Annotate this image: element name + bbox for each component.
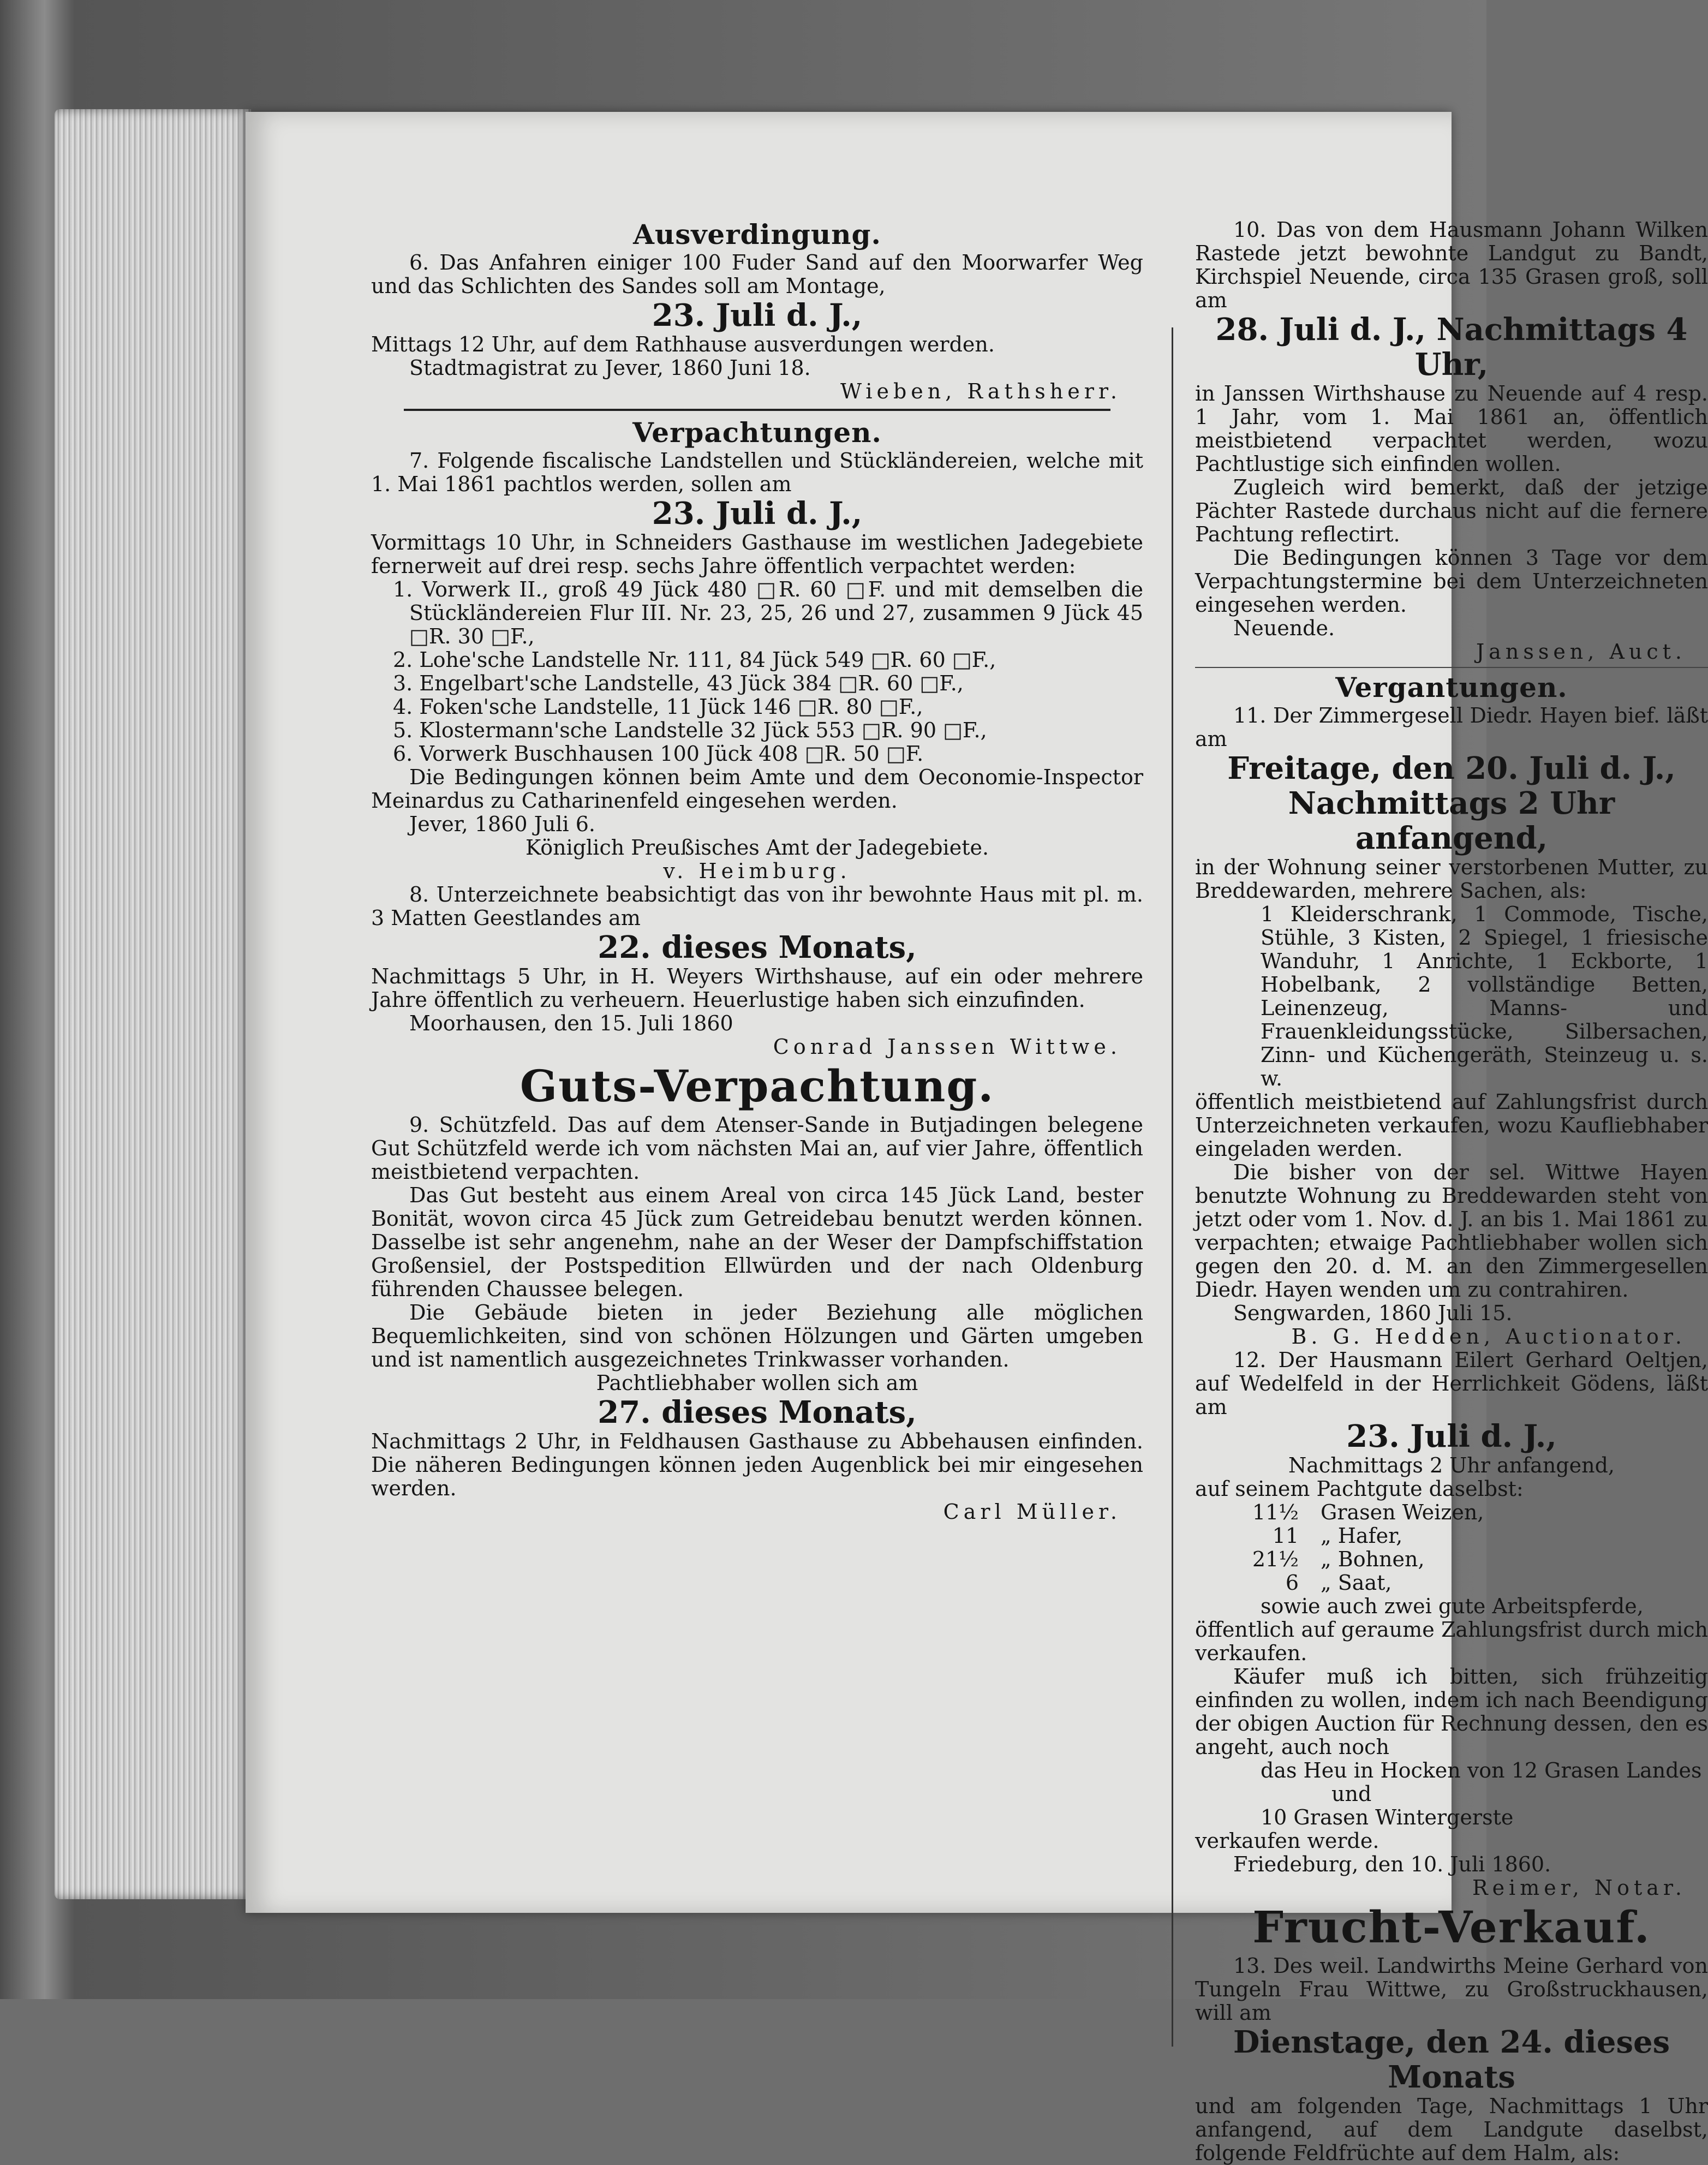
section-rule [404, 409, 1110, 411]
notice-10-signature: Janssen, Auct. [1476, 640, 1686, 664]
notice-10-date: 28. Juli d. J., Nachmittags 4 Uhr, [1215, 312, 1688, 383]
notice-12-text10: verkaufen werde. [1195, 1829, 1379, 1853]
notice-11-place: Sengwarden, 1860 Juli 15. [1233, 1301, 1513, 1325]
notice-7-text: 7. Folgende fiscalische Landstellen und Stückländereien, welche mit 1. Mai 1861 pachtlos werden, sollen am [371, 449, 1143, 496]
notice-8-text2: Nachmittags 5 Uhr, in H. Weyers Wirthshause, auf ein oder mehrere Jahre öffentlich zu verheuern. Heuerlustige haben sich einzufinden. [371, 964, 1143, 1012]
notice-12-text2: Nachmittags 2 Uhr anfangend, [1288, 1453, 1615, 1477]
notice-6-signature: Wieben, Rathsherr. [840, 379, 1121, 403]
notice-7-item: 1. Vorwerk II., groß 49 Jück 480 □R. 60 □F. und mit demselben die Stückländereien Flur III. Nr. 23, 25, 26 und 27, zusammen 9 Jück 45 □R. 30 □F., [393, 577, 1143, 648]
notice-7-item: 5. Klostermann'sche Landstelle 32 Jück 553 □R. 90 □F., [393, 718, 987, 742]
notice-9-text: 9. Schützfeld. Das auf dem Atenser-Sande in Butjadingen belegene Gut Schützfeld werde ich vom nächsten Mai an, auf vier Jahre, öffentlich meistbietend verpachten. [371, 1113, 1143, 1184]
notice-9-text2: Das Gut besteht aus einem Areal von circa 145 Jück Land, bester Bonität, wovon circa 45 Jück zum Getreidebau benutzt werden können. Dasselbe ist sehr angenehm, nahe an der Weser der Dampfschiffstation Großensiel, der Postspedition Ellwürden und der nach Oldenburg führenden Chaussee belegen. [371, 1183, 1143, 1301]
notice-8-place: Moorhausen, den 15. Juli 1860 [409, 1011, 733, 1035]
goods-qty: 11 [1272, 1524, 1299, 1548]
goods-item: „ Bohnen, [1321, 1547, 1425, 1571]
notice-10-text3: Zugleich wird bemerkt, daß der jetzige Pächter Rastede durchaus nicht auf die fernere Pachtung reflectirt. [1195, 475, 1708, 546]
page-edges [55, 109, 251, 1899]
notice-12-text: 12. Der Hausmann Eilert Gerhard Oeltjen, auf Wedelfeld in der Herrlichkeit Gödens, läßt am [1195, 1348, 1708, 1419]
notice-12-text6: Käufer muß ich bitten, sich frühzeitig einfinden zu wollen, indem ich nach Beendigung der obigen Auction für Rechnung dessen, den es angeht, auch noch [1195, 1665, 1708, 1759]
goods-item: „ Saat, [1321, 1571, 1392, 1595]
notice-7-signature: v. Heimburg. [663, 859, 851, 883]
goods-list [1195, 1501, 1708, 1595]
notice-9-text3: Die Gebäude bieten in jeder Beziehung alle möglichen Bequemlichkeiten, sind von schönen Hölzungen und Gärten umgeben und ist namentlich ausgezeichnetes Trinkwasser vorhanden. [371, 1301, 1143, 1371]
notice-7-text2: Vormittags 10 Uhr, in Schneiders Gasthause im westlichen Jadegebiete fernerweit auf drei resp. sechs Jahre öffentlich verpachtet werden: [371, 530, 1143, 578]
goods-item: Grasen Weizen, [1321, 1500, 1484, 1524]
notice-12-text3: auf seinem Pachtgute daselbst: [1195, 1477, 1524, 1501]
notice-12-date: 23. Juli d. J., [1346, 1418, 1557, 1454]
goods-row [1233, 1524, 1708, 1548]
notice-6-date: 23. Juli d. J., [652, 297, 863, 333]
notice-7-office: Königlich Preußisches Amt der Jadegebiete. [525, 836, 989, 860]
notice-11-text4: Die bisher von der sel. Wittwe Hayen benutzte Wohnung zu Breddewarden steht von jetzt oder vom 1. Nov. d. J. an bis 1. Mai 1861 zu verpachten; etwaige Pachtliebhaber wollen sich gegen den 20. d. M. an den Zimmergesellen Diedr. Hayen wenden um zu contrahiren. [1195, 1160, 1708, 1302]
notice-12-text8: und [1331, 1782, 1372, 1806]
notice-11-text2: in der Wohnung seiner verstorbenen Mutter, zu Breddewarden, mehrere Sachen, als: [1195, 855, 1708, 903]
section-rule [1195, 667, 1708, 668]
notice-10-text: 10. Das von dem Hausmann Johann Wilken Rastede jetzt bewohnte Landgut zu Bandt, Kirchspiel Neuende, circa 135 Grasen groß, soll am [1195, 218, 1708, 312]
notice-11-date1: Freitage, den 20. Juli d. J., [1227, 750, 1676, 786]
heading-vergantungen: Vergantungen. [1335, 671, 1568, 703]
notice-9-signature: Carl Müller. [943, 1500, 1121, 1524]
notice-13-date: Dienstage, den 24. dieses Monats [1233, 2024, 1670, 2095]
goods-row [1233, 1548, 1708, 1571]
notice-12-text9: 10 Grasen Wintergerste [1261, 1805, 1514, 1829]
notice-11-text: 11. Der Zimmergesell Diedr. Hayen bief. läßt am [1195, 703, 1708, 751]
notice-6-text: 6. Das Anfahren einiger 100 Fuder Sand auf den Moorwarfer Weg und das Schlichten des Sandes soll am Montage, [371, 251, 1143, 298]
notice-7-item: 6. Vorwerk Buschhausen 100 Jück 408 □R. 50 □F. [393, 742, 924, 766]
notice-7-text3: Die Bedingungen können beim Amte und dem Oeconomie-Inspector Meinardus zu Catharinenfeld eingesehen werden. [371, 765, 1143, 813]
notice-7-date: 23. Juli d. J., [652, 496, 863, 532]
heading-verpachtungen: Verpachtungen. [632, 416, 882, 449]
heading-frucht-verkauf: Frucht-Verkauf. [1252, 1901, 1651, 1953]
notice-11-date2: Nachmittags 2 Uhr anfangend, [1288, 785, 1615, 856]
notice-8-date: 22. dieses Monats, [598, 929, 917, 965]
left-column [371, 218, 1143, 1524]
notice-9-text5: Nachmittags 2 Uhr, in Feldhausen Gasthause zu Abbehausen einfinden. Die näheren Bedingungen können jeden Augenblick bei mir eingesehen werden. [371, 1429, 1143, 1500]
notice-12-signature: Reimer, Notar. [1472, 1876, 1686, 1900]
column-divider [1172, 327, 1173, 2047]
notice-12-text5: öffentlich auf geraume Zahlungsfrist durch mich verkaufen. [1195, 1618, 1708, 1665]
notice-8-text: 8. Unterzeichnete beabsichtigt das von ihr bewohnte Haus mit pl. m. 3 Matten Geestlandes am [371, 882, 1143, 930]
notice-6-place: Stadtmagistrat zu Jever, 1860 Juni 18. [409, 356, 811, 380]
right-column [1195, 218, 1708, 2165]
notice-7-item: 4. Foken'sche Landstelle, 11 Jück 146 □R. 80 □F., [393, 695, 923, 719]
notice-11-list: 1 Kleiderschrank, 1 Commode, Tische, Stühle, 3 Kisten, 2 Spiegel, 1 friesische Wanduhr, 1 Anrichte, 1 Eckborte, 1 Hobelbank, 2 vollständige Betten, Leinenzeug, Manns- und Frauenkleidungsstücke, Silbersachen, Zinn- und Küchengeräth, Steinzeug u. s. w. [1261, 902, 1708, 1090]
notice-9-text4: Pachtliebhaber wollen sich am [596, 1371, 918, 1395]
notice-11-signature: B. G. Hedden, Auctionator. [1291, 1325, 1686, 1349]
notice-10-place: Neuende. [1233, 616, 1335, 640]
notice-8-signature: Conrad Janssen Wittwe. [773, 1035, 1121, 1059]
goods-qty: 6 [1285, 1571, 1299, 1595]
notice-7-item: 2. Lohe'sche Landstelle Nr. 111, 84 Jück 549 □R. 60 □F., [393, 648, 996, 672]
goods-item: „ Hafer, [1321, 1524, 1403, 1548]
notice-6-text2: Mittags 12 Uhr, auf dem Rathhause ausverdungen werden. [371, 332, 995, 356]
notice-7-item: 3. Engelbart'sche Landstelle, 43 Jück 384 □R. 60 □F., [393, 671, 964, 695]
heading-ausverdingung: Ausverdingung. [633, 218, 881, 251]
goods-row [1233, 1571, 1708, 1595]
goods-qty: 21½ [1252, 1547, 1299, 1571]
heading-guts-verpachtung: Guts-Verpachtung. [519, 1060, 995, 1112]
notice-12-place: Friedeburg, den 10. Juli 1860. [1233, 1852, 1551, 1876]
goods-row [1233, 1501, 1708, 1524]
notice-7-place: Jever, 1860 Juli 6. [409, 812, 595, 836]
notice-12-text4: sowie auch zwei gute Arbeitspferde, [1261, 1594, 1644, 1618]
notice-10-text4: Die Bedingungen können 3 Tage vor dem Verpachtungstermine bei dem Unterzeichneten eingesehen werden. [1195, 546, 1708, 617]
notice-12-text7: das Heu in Hocken von 12 Grasen Landes [1261, 1758, 1702, 1782]
notice-10-text2: in Janssen Wirthshause zu Neuende auf 4 resp. 1 Jahr, vom 1. Mai 1861 an, öffentlich meistbietend verpachtet werden, wozu Pachtlustige sich einfinden wollen. [1195, 381, 1708, 476]
notice-13-text: 13. Des weil. Landwirths Meine Gerhard von Tungeln Frau Wittwe, zu Großstruckhausen, will am [1195, 1954, 1708, 2025]
goods-qty: 11½ [1252, 1500, 1299, 1524]
notice-9-date: 27. dieses Monats, [598, 1394, 917, 1430]
notice-13-text2: und am folgenden Tage, Nachmittags 1 Uhr anfangend, auf dem Landgute daselbst, folgende Feldfrüchte auf dem Halm, als: [1195, 2094, 1708, 2165]
newspaper-page [246, 112, 1708, 2165]
notice-11-text3: öffentlich meistbietend auf Zahlungsfrist durch Unterzeichneten verkaufen, wozu Kaufliebhaber eingeladen werden. [1195, 1090, 1708, 1161]
